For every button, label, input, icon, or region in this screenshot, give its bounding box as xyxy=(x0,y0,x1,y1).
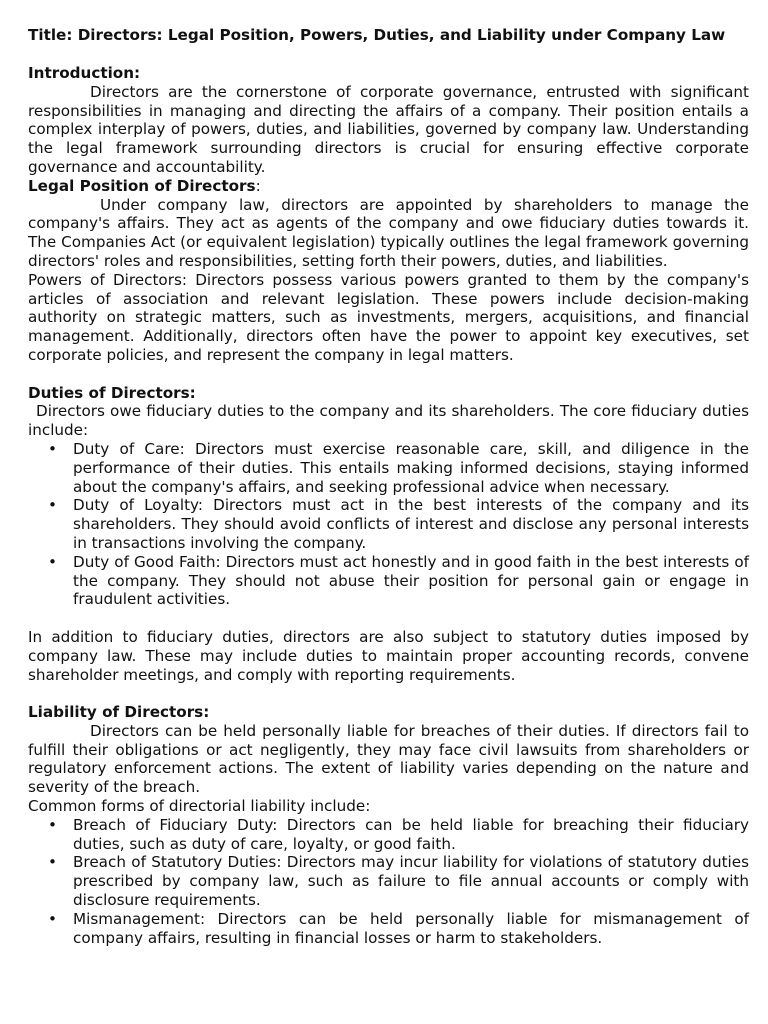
bullet-icon: • xyxy=(48,496,57,515)
list-item xyxy=(28,440,749,496)
duties-heading: Duties of Directors: xyxy=(28,383,196,402)
bullet-icon: • xyxy=(48,552,57,571)
duties-list xyxy=(28,440,749,609)
powers-paragraph: Powers of Directors: Directors possess various powers granted to them by the company's articles of association and relevant legislation. These powers include decision-making authority on strategic matters, such as investments, mergers, acquisitions, and financial management. Additionally, directors often have the power to appoint key executives, set corporate policies, and represent the company in legal matters. xyxy=(28,270,749,364)
liability-list-intro: Common forms of directorial liability include: xyxy=(28,797,371,816)
list-item-text: Duty of Care: Directors must exercise reasonable care, skill, and diligence in the performance of their duties. This entails making informed decisions, staying informed about the company's affairs, and seeking professional advice when necessary. xyxy=(73,439,749,496)
list-item-text: Mismanagement: Directors can be held personally liable for mismanagement of company affairs, resulting in financial losses or harm to stakeholders. xyxy=(73,909,749,947)
spacer xyxy=(28,609,749,628)
legal-position-heading-line xyxy=(28,177,749,196)
legal-position-heading: Legal Position of Directors xyxy=(28,176,256,195)
list-item xyxy=(28,496,749,552)
liability-paragraph: Directors can be held personally liable for breaches of their duties. If directors fail to fulfill their obligations or act negligently, they may face civil lawsuits from shareholders or regulatory enforcement actions. The extent of liability varies depending on the nature and severity of the breach. xyxy=(28,721,749,797)
duties-intro: Directors owe fiduciary duties to the company and its shareholders. The core fiduciary duties include: xyxy=(28,402,749,440)
bullet-icon: • xyxy=(48,909,57,928)
intro-paragraph: Directors are the cornerstone of corporate governance, entrusted with significant responsibilities in managing and directing the affairs of a company. Their position entails a complex interplay of powers, duties, and liabilities, governed by company law. Understanding the legal framework surrounding directors is crucial for ensuring effective corporate governance and accountability. xyxy=(28,82,749,176)
spacer xyxy=(28,684,749,703)
legal-position-colon: : xyxy=(255,176,261,195)
list-item xyxy=(28,853,749,909)
list-item xyxy=(28,910,749,948)
liability-list xyxy=(28,816,749,948)
bullet-icon: • xyxy=(48,853,57,872)
list-item xyxy=(28,816,749,854)
legal-position-paragraph: Under company law, directors are appointed by shareholders to manage the company's affairs. They act as agents of the company and owe fiduciary duties towards it. The Companies Act (or equivalent legislation) typically outlines the legal framework governing directors' roles and responsibilities, setting forth their powers, duties, and liabilities. xyxy=(28,195,749,270)
intro-heading: Introduction: xyxy=(28,64,141,82)
spacer xyxy=(28,365,749,384)
list-item-text: Breach of Statutory Duties: Directors may incur liability for violations of statutory duties prescribed by company law, such as failure to file annual accounts or comply with disclosure requirements. xyxy=(73,853,749,910)
list-item-text: Breach of Fiduciary Duty: Directors can be held liable for breaching their fiduciary duties, such as duty of care, loyalty, or good faith. xyxy=(73,815,749,853)
bullet-icon: • xyxy=(48,815,57,834)
list-item-text: Duty of Loyalty: Directors must act in the best interests of the company and its shareholders. They should avoid conflicts of interest and disclose any personal interests in transactions involving the company. xyxy=(73,496,749,552)
document-title: Title: Directors: Legal Position, Powers, Duties, and Liability under Company Law xyxy=(28,26,726,44)
bullet-icon: • xyxy=(48,439,57,458)
list-item xyxy=(28,553,749,609)
list-item-text: Duty of Good Faith: Directors must act honestly and in good faith in the best interests of the company. They should not abuse their position for personal gain or engage in fraudulent activities. xyxy=(73,552,749,609)
statutory-duties-paragraph: In addition to fiduciary duties, directors are also subject to statutory duties imposed by company law. These may include duties to maintain proper accounting records, convene shareholder meetings, and comply with reporting requirements. xyxy=(28,627,749,684)
liability-heading: Liability of Directors: xyxy=(28,703,210,722)
